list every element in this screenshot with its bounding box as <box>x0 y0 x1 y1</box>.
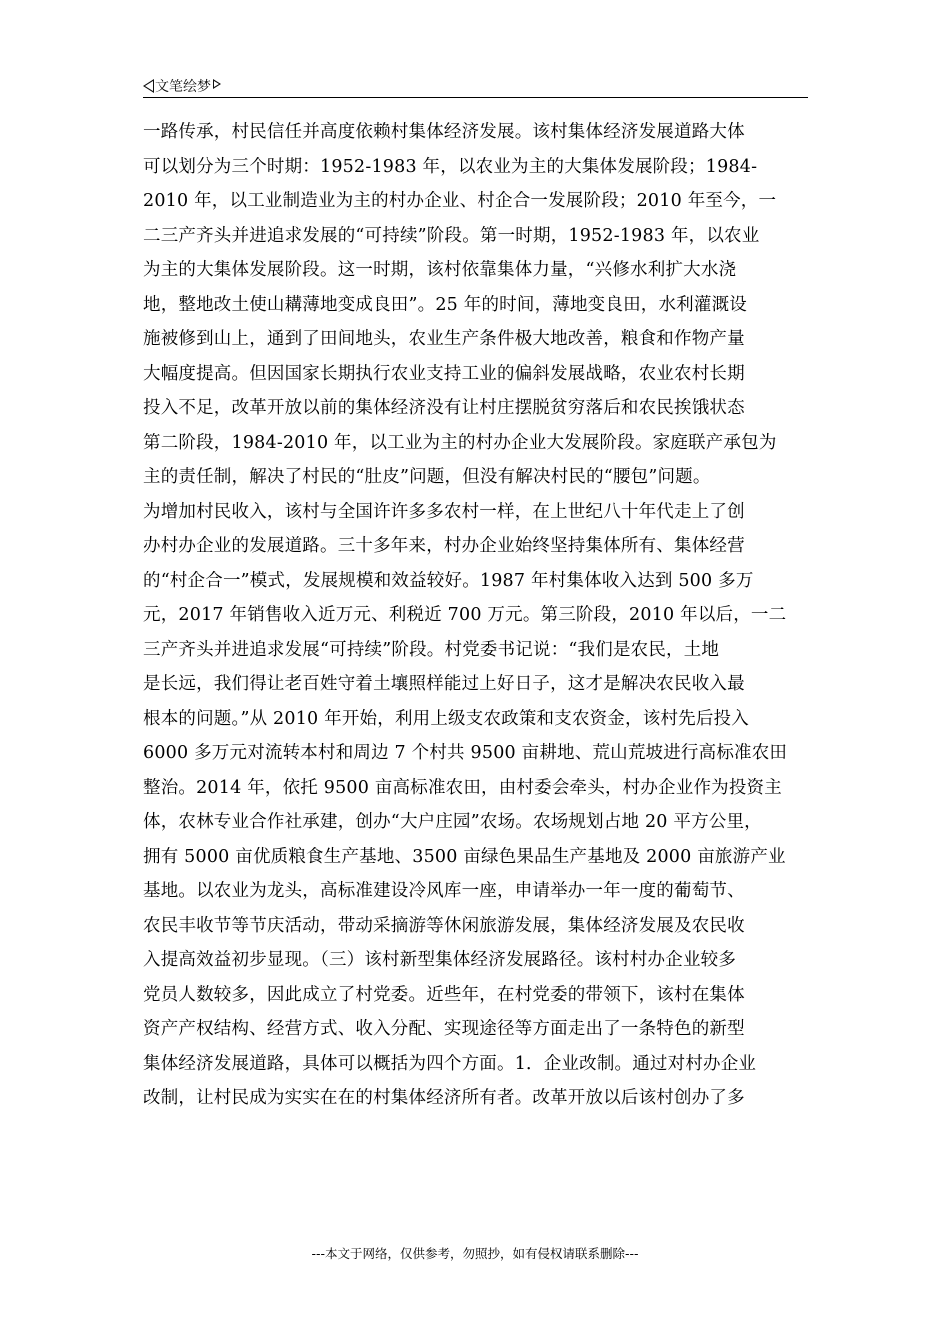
text-line: 为主的大集体发展阶段。这一时期，该村依靠集体力量，“兴修水利扩大水浇 <box>143 260 737 280</box>
page-header <box>143 72 808 98</box>
text-line: 资产产权结构、经营方式、收入分配、实现途径等方面走出了一条特色的新型 <box>143 1019 745 1039</box>
text-line: 三产齐头并进追求发展“可持续”阶段。村党委书记说：“我们是农民，土地 <box>143 639 720 660</box>
text-line: 6000 多万元对流转本村和周边 7 个村共 9500 亩耕地、荒山荒坡进行高标准农田 <box>143 743 788 763</box>
text-line: 投入不足，改革开放以前的集体经济没有让村庄摆脱贫穷落后和农民挨饿状态 <box>143 398 745 418</box>
text-line: 办村办企业的发展道路。三十多年来，村办企业始终坚持集体所有、集体经营 <box>143 536 745 556</box>
text-line: 第二阶段，1984-2010 年，以工业为主的村办企业大发展阶段。家庭联产承包为 <box>143 432 777 453</box>
text-line: 集体经济发展道路，具体可以概括为四个方面。1．企业改制。通过对村办企业 <box>143 1053 757 1074</box>
text-line: 一路传承，村民信任并高度依赖村集体经济发展。该村集体经济发展道路大体 <box>143 122 745 142</box>
text-line: 入提高效益初步显现。（三）该村新型集体经济发展路径。该村村办企业较多 <box>143 950 737 970</box>
text-line: 2010 年，以工业制造业为主的村办企业、村企合一发展阶段；2010 年至今，一 <box>143 191 777 211</box>
text-line: 二三产齐头并进追求发展的“可持续”阶段。第一时期，1952-1983 年，以农业 <box>143 225 760 246</box>
text-line: 党员人数较多，因此成立了村党委。近些年，在村党委的带领下，该村在集体 <box>143 984 745 1005</box>
text-line: 基地。以农业为龙头，高标准建设冷风库一座，申请举办一年一度的葡萄节、 <box>143 881 745 901</box>
text-line: 拥有 5000 亩优质粮食生产基地、3500 亩绿色果品生产基地及 2000 亩旅游产业 <box>143 846 786 867</box>
text-line: 体，农林专业合作社承建，创办“大户庄园”农场。农场规划占地 20 平方公里， <box>143 812 762 832</box>
left-triangle-icon <box>143 79 154 93</box>
text-line: 的“村企合一”模式，发展规模和效益较好。1987 年村集体收入达到 500 多万 <box>143 570 754 591</box>
text-line: 根本的问题。”从 2010 年开始，利用上级支农政策和支农资金，该村先后投入 <box>143 708 749 729</box>
brand-name: 文笔绘梦 <box>155 79 211 95</box>
document-body <box>143 115 815 1116</box>
text-line: 元，2017 年销售收入近万元、利税近 700 万元。第三阶段，2010 年以后，一二 <box>143 605 787 625</box>
text-line: 整治。2014 年，依托 9500 亩高标准农田，由村委会牵头，村办企业作为投资主 <box>143 777 782 798</box>
text-line: 地，整地改土使山耩薄地变成良田”。25 年的时间，薄地变良田，水利灌溉设 <box>143 294 747 315</box>
right-triangle-icon <box>213 79 221 89</box>
brand-logo <box>143 76 221 96</box>
text-line: 农民丰收节等节庆活动，带动采摘游等休闲旅游发展，集体经济发展及农民收 <box>143 915 745 936</box>
text-line: 大幅度提高。但因国家长期执行农业支持工业的偏斜发展战略，农业农村长期 <box>143 363 745 384</box>
text-line: 可以划分为三个时期：1952-1983 年，以农业为主的大集体发展阶段；1984- <box>143 156 758 177</box>
page-footer: ---本文于网络，仅供参考，勿照抄，如有侵权请联系删除--- <box>311 1246 639 1261</box>
header-divider <box>143 97 808 98</box>
text-line: 为增加村民收入，该村与全国许许多多农村一样，在上世纪八十年代走上了创 <box>143 501 745 522</box>
text-line: 是长远，我们得让老百姓守着土壤照样能过上好日子，这才是解决农民收入最 <box>143 674 745 694</box>
text-line: 主的责任制，解决了村民的“肚皮”问题，但没有解决村民的“腰包”问题。 <box>143 467 711 487</box>
text-line: 施被修到山上，通到了田间地头，农业生产条件极大地改善，粮食和作物产量 <box>143 329 745 349</box>
text-line: 改制，让村民成为实实在在的村集体经济所有者。改革开放以后该村创办了多 <box>143 1088 745 1108</box>
